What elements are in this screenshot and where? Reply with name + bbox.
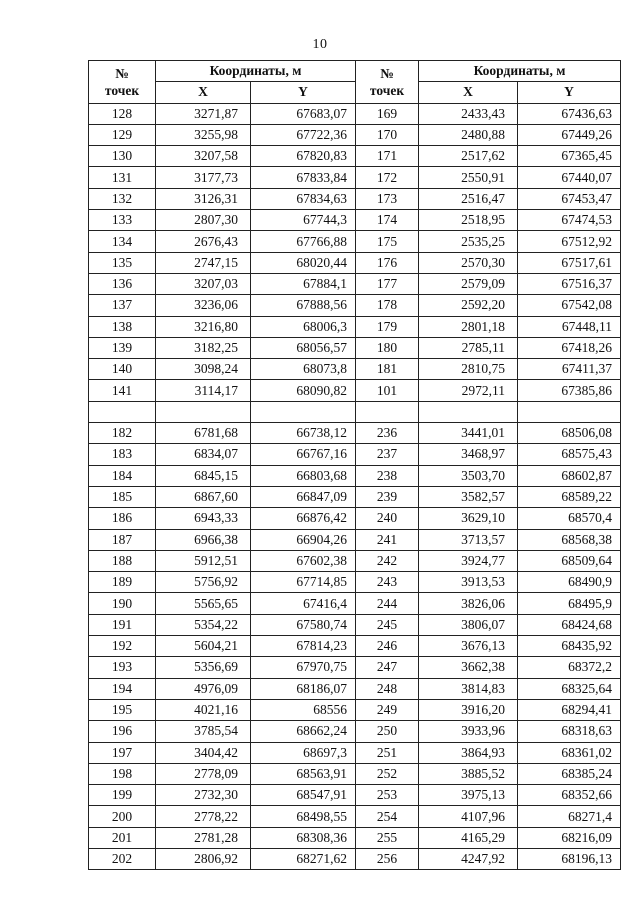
point-number-cell: 137 [89,295,156,316]
y-coordinate-cell: 68662,24 [251,721,356,742]
y-coordinate-cell: 68435,92 [518,636,621,657]
point-number-cell: 198 [89,763,156,784]
x-coordinate-cell: 4107,96 [419,806,518,827]
x-coordinate-cell: 5354,22 [156,614,251,635]
y-coordinate-cell: 66803,68 [251,465,356,486]
x-coordinate-cell: 2807,30 [156,210,251,231]
x-coordinate-cell: 3468,97 [419,444,518,465]
x-coordinate-cell: 3885,52 [419,763,518,784]
point-number-cell: 249 [356,699,419,720]
coordinates-header: Координаты, м [419,61,621,82]
x-coordinate-cell: 2570,30 [419,252,518,273]
point-number-cell: 140 [89,359,156,380]
x-coordinate-cell: 3126,31 [156,188,251,209]
empty-cell [89,401,156,422]
point-number-cell: 253 [356,785,419,806]
table-row [89,742,621,763]
point-number-cell: 202 [89,848,156,869]
point-number-header [89,61,156,104]
x-coordinate-cell: 3676,13 [419,636,518,657]
y-coordinate-cell: 68186,07 [251,678,356,699]
point-number-cell: 131 [89,167,156,188]
table-row [89,252,621,273]
table-row [89,316,621,337]
x-coordinate-cell: 2810,75 [419,359,518,380]
point-number-cell: 239 [356,486,419,507]
point-number-cell: 252 [356,763,419,784]
y-coordinate-cell: 67474,53 [518,210,621,231]
table-row [89,465,621,486]
x-coordinate-cell: 3441,01 [419,423,518,444]
point-number-cell: 185 [89,486,156,507]
point-number-cell: 176 [356,252,419,273]
y-coordinate-cell: 68575,43 [518,444,621,465]
y-coordinate-cell: 68568,38 [518,529,621,550]
x-coordinate-cell: 2516,47 [419,188,518,209]
y-coordinate-cell: 67683,07 [251,103,356,124]
table-row [89,678,621,699]
table-row [89,699,621,720]
point-number-cell: 241 [356,529,419,550]
y-coordinate-cell: 67512,92 [518,231,621,252]
y-coordinate-cell: 68563,91 [251,763,356,784]
y-column-header: Y [518,82,621,103]
x-coordinate-cell: 3913,53 [419,572,518,593]
point-number-cell: 196 [89,721,156,742]
x-coordinate-cell: 6845,15 [156,465,251,486]
y-coordinate-cell: 67833,84 [251,167,356,188]
y-coordinate-cell: 68271,62 [251,848,356,869]
point-number-cell: 256 [356,848,419,869]
y-coordinate-cell: 68294,41 [518,699,621,720]
point-number-cell: 246 [356,636,419,657]
x-coordinate-cell: 3216,80 [156,316,251,337]
point-number-cell: 172 [356,167,419,188]
point-number-cell: 243 [356,572,419,593]
point-number-cell: 136 [89,273,156,294]
y-coordinate-cell: 67602,38 [251,550,356,571]
point-number-cell: 195 [89,699,156,720]
point-number-cell: 197 [89,742,156,763]
y-coordinate-cell: 67820,83 [251,146,356,167]
table-row [89,785,621,806]
y-coordinate-cell: 67365,45 [518,146,621,167]
point-number-cell: 247 [356,657,419,678]
x-coordinate-cell: 3826,06 [419,593,518,614]
table-row [89,167,621,188]
y-coordinate-cell: 68352,66 [518,785,621,806]
point-number-cell: 200 [89,806,156,827]
x-coordinate-cell: 2592,20 [419,295,518,316]
table-row [89,721,621,742]
x-coordinate-cell: 3182,25 [156,337,251,358]
y-coordinate-cell: 67542,08 [518,295,621,316]
x-coordinate-cell: 4165,29 [419,827,518,848]
y-coordinate-cell: 68308,36 [251,827,356,848]
x-coordinate-cell: 2676,43 [156,231,251,252]
x-coordinate-cell: 3975,13 [419,785,518,806]
x-coordinate-cell: 2778,22 [156,806,251,827]
y-coordinate-cell: 68056,57 [251,337,356,358]
x-coordinate-cell: 3629,10 [419,508,518,529]
point-number-cell: 171 [356,146,419,167]
y-coordinate-cell: 68547,91 [251,785,356,806]
x-coordinate-cell: 2535,25 [419,231,518,252]
x-coordinate-cell: 3814,83 [419,678,518,699]
empty-cell [156,401,251,422]
empty-cell [518,401,621,422]
x-coordinate-cell: 6966,38 [156,529,251,550]
y-coordinate-cell: 66738,12 [251,423,356,444]
y-coordinate-cell: 66904,26 [251,529,356,550]
x-coordinate-cell: 3806,07 [419,614,518,635]
y-coordinate-cell: 68498,55 [251,806,356,827]
point-number-cell: 237 [356,444,419,465]
y-coordinate-cell: 67580,74 [251,614,356,635]
table-row [89,614,621,635]
x-coordinate-cell: 3177,73 [156,167,251,188]
point-number-cell: 184 [89,465,156,486]
x-coordinate-cell: 5912,51 [156,550,251,571]
point-number-cell: 254 [356,806,419,827]
y-coordinate-cell: 68697,3 [251,742,356,763]
point-number-cell: 240 [356,508,419,529]
point-number-cell: 255 [356,827,419,848]
table-row [89,486,621,507]
coordinates-header: Координаты, м [156,61,356,82]
table-row [89,210,621,231]
point-number-cell: 173 [356,188,419,209]
point-number-cell: 178 [356,295,419,316]
x-coordinate-cell: 3785,54 [156,721,251,742]
point-number-cell: 133 [89,210,156,231]
x-coordinate-cell: 3924,77 [419,550,518,571]
point-number-cell: 135 [89,252,156,273]
x-coordinate-cell: 3271,87 [156,103,251,124]
y-coordinate-cell: 67722,36 [251,124,356,145]
y-coordinate-cell: 67411,37 [518,359,621,380]
point-number-cell: 141 [89,380,156,401]
table-header-row-2 [89,82,621,103]
point-number-cell: 180 [356,337,419,358]
point-number-cell: 132 [89,188,156,209]
y-coordinate-cell: 67416,4 [251,593,356,614]
empty-cell [356,401,419,422]
empty-cell [251,401,356,422]
point-number-cell: 251 [356,742,419,763]
y-coordinate-cell: 68090,82 [251,380,356,401]
y-coordinate-cell: 68589,22 [518,486,621,507]
y-coordinate-cell: 68556 [251,699,356,720]
table-row [89,827,621,848]
y-coordinate-cell: 67888,56 [251,295,356,316]
y-coordinate-cell: 68602,87 [518,465,621,486]
point-number-cell: 238 [356,465,419,486]
x-coordinate-cell: 2433,43 [419,103,518,124]
page-number: 10 [312,37,328,52]
point-number-cell: 181 [356,359,419,380]
table-row [89,444,621,465]
y-coordinate-cell: 68196,13 [518,848,621,869]
point-number-cell: 244 [356,593,419,614]
point-number-cell: 175 [356,231,419,252]
point-number-cell: 201 [89,827,156,848]
x-coordinate-cell: 4976,09 [156,678,251,699]
point-number-header [356,61,419,104]
x-coordinate-cell: 2550,91 [419,167,518,188]
point-number-cell: 236 [356,423,419,444]
table-row [89,380,621,401]
table-row [89,848,621,869]
y-coordinate-cell: 68361,02 [518,742,621,763]
table-row [89,231,621,252]
y-coordinate-cell: 68073,8 [251,359,356,380]
point-number-cell: 186 [89,508,156,529]
point-number-cell: 188 [89,550,156,571]
point-number-cell: 134 [89,231,156,252]
x-coordinate-cell: 2517,62 [419,146,518,167]
point-number-cell: 242 [356,550,419,571]
x-coordinate-cell: 2972,11 [419,380,518,401]
y-coordinate-cell: 67714,85 [251,572,356,593]
point-number-cell: 170 [356,124,419,145]
x-coordinate-cell: 2518,95 [419,210,518,231]
table-row [89,423,621,444]
point-number-word: точек [104,82,140,98]
table-row [89,146,621,167]
y-coordinate-cell: 66847,09 [251,486,356,507]
x-coordinate-cell: 3207,58 [156,146,251,167]
x-coordinate-cell: 3255,98 [156,124,251,145]
point-number-cell: 101 [356,380,419,401]
y-coordinate-cell: 67766,88 [251,231,356,252]
table-row [89,593,621,614]
y-coordinate-cell: 68006,3 [251,316,356,337]
point-number-cell: 248 [356,678,419,699]
y-coordinate-cell: 68020,44 [251,252,356,273]
x-coordinate-cell: 3713,57 [419,529,518,550]
y-coordinate-cell: 68385,24 [518,763,621,784]
y-coordinate-cell: 67744,3 [251,210,356,231]
table-row [89,103,621,124]
x-coordinate-cell: 6943,33 [156,508,251,529]
y-coordinate-cell: 66767,16 [251,444,356,465]
y-coordinate-cell: 68509,64 [518,550,621,571]
table-row [89,359,621,380]
y-coordinate-cell: 68325,64 [518,678,621,699]
point-number-cell: 193 [89,657,156,678]
empty-cell [419,401,518,422]
table-row [89,529,621,550]
x-coordinate-cell: 4021,16 [156,699,251,720]
y-coordinate-cell: 68372,2 [518,657,621,678]
x-coordinate-cell: 3503,70 [419,465,518,486]
y-coordinate-cell: 67385,86 [518,380,621,401]
point-number-cell: 174 [356,210,419,231]
point-number-cell: 192 [89,636,156,657]
table-row [89,657,621,678]
y-coordinate-cell: 67814,23 [251,636,356,657]
y-coordinate-cell: 67517,61 [518,252,621,273]
point-number-cell: 128 [89,103,156,124]
y-coordinate-cell: 66876,42 [251,508,356,529]
x-coordinate-cell: 3114,17 [156,380,251,401]
point-number-cell: 191 [89,614,156,635]
x-coordinate-cell: 2747,15 [156,252,251,273]
y-coordinate-cell: 67970,75 [251,657,356,678]
y-coordinate-cell: 67440,07 [518,167,621,188]
y-coordinate-cell: 68570,4 [518,508,621,529]
point-number-cell: 194 [89,678,156,699]
table-row [89,806,621,827]
point-number-cell: 130 [89,146,156,167]
point-number-cell: 139 [89,337,156,358]
y-coordinate-cell: 67884,1 [251,273,356,294]
y-coordinate-cell: 68495,9 [518,593,621,614]
y-coordinate-cell: 67453,47 [518,188,621,209]
point-number-cell: 245 [356,614,419,635]
x-coordinate-cell: 6781,68 [156,423,251,444]
table-row [89,763,621,784]
point-number-cell: 183 [89,444,156,465]
x-coordinate-cell: 5565,65 [156,593,251,614]
point-number-cell: 138 [89,316,156,337]
x-coordinate-cell: 2801,18 [419,316,518,337]
x-coordinate-cell: 6834,07 [156,444,251,465]
y-coordinate-cell: 68490,9 [518,572,621,593]
point-number-word: точек [369,82,405,98]
point-number-cell: 190 [89,593,156,614]
x-coordinate-cell: 3933,96 [419,721,518,742]
y-coordinate-cell: 67436,63 [518,103,621,124]
x-column-header: X [156,82,251,103]
y-coordinate-cell: 67418,26 [518,337,621,358]
point-number-cell: 182 [89,423,156,444]
y-coordinate-cell: 68216,09 [518,827,621,848]
table-row [89,295,621,316]
x-coordinate-cell: 3916,20 [419,699,518,720]
x-coordinate-cell: 2806,92 [156,848,251,869]
table-row [89,188,621,209]
x-coordinate-cell: 3582,57 [419,486,518,507]
point-number-symbol: № [380,65,394,81]
x-coordinate-cell: 3662,38 [419,657,518,678]
point-number-cell: 177 [356,273,419,294]
point-number-cell: 129 [89,124,156,145]
x-coordinate-cell: 2781,28 [156,827,251,848]
y-coordinate-cell: 68424,68 [518,614,621,635]
y-coordinate-cell: 68318,63 [518,721,621,742]
y-coordinate-cell: 67516,37 [518,273,621,294]
x-coordinate-cell: 3404,42 [156,742,251,763]
table-row [89,636,621,657]
x-coordinate-cell: 3207,03 [156,273,251,294]
x-coordinate-cell: 2785,11 [419,337,518,358]
y-coordinate-cell: 67834,63 [251,188,356,209]
table-row [89,273,621,294]
y-coordinate-cell: 68271,4 [518,806,621,827]
x-coordinate-cell: 5756,92 [156,572,251,593]
x-coordinate-cell: 2778,09 [156,763,251,784]
point-number-cell: 179 [356,316,419,337]
x-coordinate-cell: 4247,92 [419,848,518,869]
x-coordinate-cell: 3236,06 [156,295,251,316]
point-number-cell: 250 [356,721,419,742]
x-coordinate-cell: 5604,21 [156,636,251,657]
x-coordinate-cell: 6867,60 [156,486,251,507]
table-row [89,337,621,358]
x-coordinate-cell: 2732,30 [156,785,251,806]
point-number-cell: 169 [356,103,419,124]
table-row [89,572,621,593]
x-coordinate-cell: 2480,88 [419,124,518,145]
x-coordinate-cell: 5356,69 [156,657,251,678]
point-number-cell: 199 [89,785,156,806]
table-row [89,550,621,571]
point-number-cell: 187 [89,529,156,550]
y-coordinate-cell: 67449,26 [518,124,621,145]
table-row [89,508,621,529]
section-separator-row [89,401,621,422]
y-column-header: Y [251,82,356,103]
x-coordinate-cell: 3098,24 [156,359,251,380]
point-number-cell: 189 [89,572,156,593]
y-coordinate-cell: 67448,11 [518,316,621,337]
x-coordinate-cell: 3864,93 [419,742,518,763]
point-number-symbol: № [115,65,129,81]
x-column-header: X [419,82,518,103]
y-coordinate-cell: 68506,08 [518,423,621,444]
table-header-row-1 [89,61,621,82]
table-row [89,124,621,145]
x-coordinate-cell: 2579,09 [419,273,518,294]
coordinates-table [88,60,621,870]
